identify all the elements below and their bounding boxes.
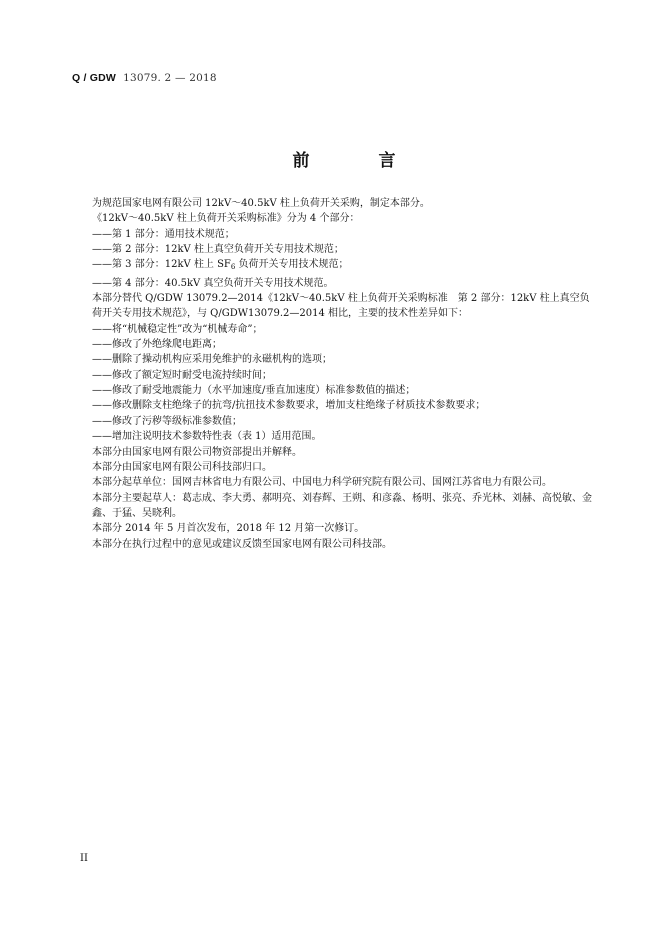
list-item-text: ——第 3 部分：12kV 柱上 SF: [92, 259, 231, 271]
paragraph: 本部分起草单位：国网吉林省电力有限公司、中国电力科学研究院有限公司、国网江苏省电力有限公司。: [92, 477, 552, 489]
list-item: ——第 4 部分：40.5kV 真空负荷开关专用技术规范。: [92, 277, 334, 289]
list-item: ——将“机械稳定性”改为“机械寿命”；: [92, 323, 263, 335]
list-item: ——删除了操动机构应采用免维护的永磁机构的选项；: [92, 354, 332, 366]
list-item: ——修改了污秽等级标准参数值；: [92, 415, 242, 427]
page-title: 前 言: [292, 151, 422, 171]
list-item: ——第 1 部分：通用技术规范；: [92, 228, 235, 240]
paragraph: 本部分 2014 年 5 月首次发布，2018 年 12 月第一次修订。: [92, 523, 365, 535]
list-item: ——修改了外绝缘爬电距离；: [92, 339, 222, 351]
code-prefix: Q / GDW: [72, 72, 116, 84]
list-item: [72, 257, 592, 275]
paragraph: 本部分由国家电网有限公司物资部提出并解释。: [92, 446, 302, 458]
page-number: II: [80, 853, 88, 864]
list-item: ——增加注说明技术参数特性表（表 1）适用范围。: [92, 431, 322, 443]
paragraph: 《12kV～40.5kV 柱上负荷开关采购标准》分为 4 个部分：: [92, 213, 360, 225]
paragraph: 本部分在执行过程中的意见或建议反馈至国家电网有限公司科技部。: [92, 538, 392, 550]
document-body: [72, 196, 592, 552]
document-code: [72, 72, 217, 84]
list-item: ——第 2 部分：12kV 柱上真空负荷开关专用技术规范；: [92, 244, 344, 256]
list-item: ——修改了额定短时耐受电流持续时间；: [92, 369, 272, 381]
paragraph: 本部分主要起草人：葛志成、李大勇、郝明亮、刘春辉、王朔、和彦淼、杨明、张亮、乔光林、刘赫、高悦敏、金鑫、于猛、吴晓利。: [92, 492, 592, 519]
list-item: ——修改了耐受地震能力（水平加速度/垂直加速度）标准参数值的描述；: [92, 385, 416, 397]
paragraph: 为规范国家电网有限公司 12kV～40.5kV 柱上负荷开关采购，制定本部分。: [92, 198, 430, 209]
paragraph: 本部分由国家电网有限公司科技部归口。: [92, 461, 272, 473]
list-item: ——修改删除支柱绝缘子的抗弯/抗扭技术参数要求，增加支柱绝缘子材质技术参数要求；: [92, 400, 486, 412]
list-item-text: 负荷开关专用技术规范；: [235, 259, 349, 271]
paragraph: 本部分替代 Q/GDW 13079.2—2014《12kV～40.5kV 柱上负荷开关采购标准 第 2 部分：12kV 柱上真空负荷开关专用技术规范》，与 Q/GDW13079.2—2014 相比，主要的技术性差异如下：: [92, 293, 590, 320]
code-number: 13079. 2 — 2018: [123, 72, 217, 84]
subscript: 6: [230, 263, 236, 272]
